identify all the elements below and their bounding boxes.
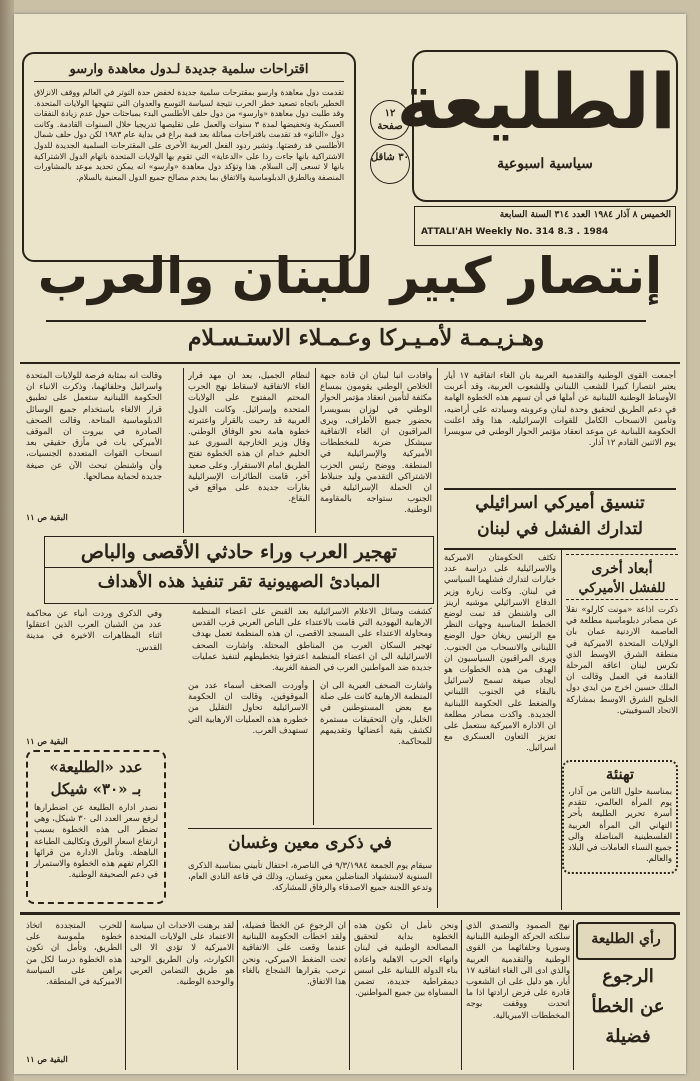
editorial-label-box — [576, 922, 676, 960]
abaad-box — [566, 554, 678, 734]
tansiq-headline-2: لتدارك الفشل في لبنان — [477, 519, 643, 539]
column-rule-3 — [183, 368, 184, 533]
binding-spine — [0, 0, 14, 1081]
col-far-left-continued: البقية ص ١١ — [26, 512, 68, 522]
date-line-arabic: الخميس ٨ آذار ١٩٨٤ العدد ٣١٤ السنة السابعة — [499, 210, 671, 220]
price-badge-text: ٣٠ شاقل — [370, 152, 409, 163]
main-subheadline: وهـزيـمـة لأمـيـركا وعـمـلاء الاستـسـلام — [187, 325, 545, 351]
date-line-english: ATTALI'AH Weekly No. 314 8.3 . 1984 — [421, 227, 609, 237]
date-bar — [414, 206, 676, 246]
editorial-col-4: لقد برهنت الاحداث ان سياسة الاعتماد على الولايات المتحدة الاميركية لا تؤدي الا الى الكوارث، وان الطريق الوحيد هو طريق التضامن العربي والوحدة الوطنية. — [130, 920, 234, 987]
tahjir-body-2: واشارت الصحف العبرية الى ان المنظمة الارهابية كانت على صلة مع بعض المستوطنين في الخليل، وان التحقيقات مستمرة لكشف بقية أعضائها وتقديمهم للمحاكمة. — [320, 680, 432, 747]
tansiq-headline-1: تنسيق أميركي اسرائيلي — [475, 493, 645, 513]
promo-box — [26, 750, 166, 904]
editorial-col-2: ونحن نأمل ان تكون هذه الخطوة بداية لتحقيق المصالحة الوطنية في لبنان وانهاء الحرب الاهلية واعادة بناء الدولة اللبنانية على اسس ديمقراطية جديدة، تضمن المساواة بين جميع المواطنين. — [354, 920, 458, 998]
warsaw-body: تقدمت دول معاهدة وارسو بمقترحات سلمية جديدة لخفض حدة التوتر في العالم ووقف الانزلاق الخطير باتجاه تصعيد خطر الحرب نتيجة لسياسة التوسع والعدوان التي تنتهجها الولايات المتحدة. وقد طلبت دول معاهدة «وارسو» من دول حلف الأطلسي البدء بمباحثات حول عدم زيادة النفقات العسكرية وتخفيضها لمدة ٣ سنوات والعمل على تقليصها تدريجيا خلال السنوات القادمة. وكانت دول «الناتو» قد تقدمت باقتراحات مماثلة بعد قمة براغ في بداية عام ١٩٨٣ لكن دول حلف شمال الأطلسي قد رفضتها. وتشير ردود الفعل العربية الأخرى على المقترحات السلمية الجديدة للدول الاشتراكية بانها جاءت ردا على «الدعاية» التي تقوم بها الولايات المتحدة باتهام الدول الاشتراكية بانها لا تسعى إلى السلام. هذا وتؤكد دول معاهدة «وارسو» انه يمكن تحديد موعد بالمشاورات المنصفة وبالطرق الدبلوماسية والاتفاق بما يخدم مصالح جميع الدول المعنية بالسلام. — [34, 88, 344, 182]
lead-article-body: أجمعت القوى الوطنية والتقدمية العربية بان الغاء اتفاقية ١٧ أيار يعتبر انتصارا كبيرا للشعب اللبناني وللشعوب العربية، وقد أعربت الأوساط الوطنية اللبنانية عن أملها في أن تسهم هذه الخطوة الهامة في دعم الطريق لتحقيق وحدة لبنان وعروبته وسيادته على أراضيه، وتأمين الانسحاب الكامل للقوات الإسرائيلية. هذا وقد اعلنت الحكومة اللبنانية عن موعد انعقاد مؤتمر الحوار الوطني في سويسرا يوم الاثنين القادم ١٢ آذار. — [444, 370, 676, 448]
promo-body: نصدر ادارة الطليعة عن اضطرارها لرفع سعر العدد الى ٣٠ شيكل، وهي تضطر الى هذه الخطوة بسبب ارتفاع اسعار الورق وتكاليف الطباعة الباهظة. وتأمل الادارة من قرائها الكرام تفهم هذه الخطوة والاستمرار في دعم الصحيفة الوطنية. — [34, 802, 158, 880]
editorial-rule-3 — [349, 920, 350, 1070]
editorial-rule-1 — [573, 920, 574, 1070]
promo-line-2: بـ «٣٠» شيكل — [50, 780, 142, 798]
warsaw-headline: اقتراحات سلمية جديدة لـدول معاهدة وارسو — [34, 62, 344, 82]
tahnia-body: بمناسبة حلول الثامن من آذار، يوم المرأة العالمي، تتقدم أسرة تحرير الطليعة بأحر التهاني الى المرأة العربية الفلسطينية المناضلة والى جميع النساء العاملات في البلاد والعالم. — [568, 786, 672, 864]
editorial-col-5: للحرب المتجددة اتخاذ خطوة ملموسة على الطريق، وتأمل ان تكون هذه الخطوة درسا لكل من يراهن على السياسة الاميركية في المنطقة. — [26, 920, 122, 987]
tahjir-column-rule — [313, 680, 314, 825]
tahnia-box — [562, 760, 678, 874]
memorial-headline: في ذكرى معين وغسان — [228, 833, 392, 853]
pages-badge-text: ١٢ صفحة — [377, 108, 403, 132]
tahjir-body-1: كشفت وسائل الاعلام الاسرائيلية بعد القبض على اعضاء المنظمة الارهابية اليهودية التي قامت بالاعتداء على الباص العربي قرب القدس ومحاولة الاعتداء على المسجد الاقصى، ان هذه المنظمة تعمل بهدف تهجير السكان العرب من المناطق المحتلة. واشارت الصحف الاسرائيلية الى ان اعضاء المنظمة اعترفوا بتخطيطهم لتنفيذ عمليات جديدة ضد المواطنين العرب في الضفة الغربية. — [192, 606, 432, 673]
editorial-title-3: فضيلة — [605, 1026, 651, 1047]
tahjir-headline-box — [44, 536, 434, 604]
editorial-rule-4 — [237, 920, 238, 1070]
memorial-top-rule — [188, 828, 432, 829]
newspaper-page — [14, 14, 686, 1074]
tahjir-headline-1: تهجير العرب وراء حادثي الأقصى والباص — [80, 541, 398, 563]
main-headline: إنتصار كبير للبنان والعرب — [37, 247, 663, 305]
column-rule-1 — [437, 368, 438, 908]
abaad-body: ذكرت اذاعة «مونت كارلو» نقلا عن مصادر دبلوماسية مطلعة في العاصمة الاردنية عمان بان الولايات المتحدة الاميركية في منطقة الشرق الاوسط الذي تكرس لبنان اعاقة المرحلة القادمة في العمل وقالت ان الملك حسين اخرج من ايدي دول الخليج الشرق الاوسط بمشاركة الاتحاد السوفييتي. — [566, 604, 678, 715]
editorial-col-1: نهج الصمود والتصدي الذي سلكته الحركة الوطنية اللبنانية وسوريا وحلفائهما من القوى الوطنية والتقدمية العربية والذي ادى الى الغاء اتفاقية ١٧ أيار، هو دليل على ان الشعوب قادرة على فرض ارادتها اذا ما اتحدت ووقفت بوجه المخططات الامبريالية. — [466, 920, 570, 1020]
column-rule-2 — [315, 368, 316, 533]
editorial-label: رأي الطليعة — [591, 931, 661, 947]
editorial-col-3: ان الرجوع عن الخطأ فضيلة، ولقد اخطأت الحكومة اللبنانية عندما وقعت على الاتفاقية تحت الضغط الاميركي، ونحن نرحب بقرارها الشجاع بالغاء هذا الاتفاق. — [242, 920, 346, 987]
warsaw-box — [22, 52, 356, 262]
tahnia-headline: تهنئة — [605, 765, 635, 783]
col-left-body: لنظام الجميل، بعد ان مهد قرار الغاء الاتفاقية لاسقاط نهج الحرب المحتم المفتوح على الولايات المتحدة وإسرائيل. وكانت الدول العربية قد رحبت بالقرار واعتبرته خطوة هامة نحو الوفاق الوطني. وقال وزير الخارجية السوري عبد الحليم خدام ان هذه الخطوة تفتح الطريق امام الاستقرار. وعلى صعيد آخر، قامت الطائرات الإسرائيلية بغارات جديدة على مواقع في البقاع. — [188, 370, 310, 504]
editorial-rule-5 — [125, 920, 126, 1070]
editorial-rule-2 — [461, 920, 462, 1070]
tahjir-body-4: وفي الذكرى وردت أنباء عن محاكمة عدد من الشبان العرب الذين اعتقلوا اثناء المظاهرات الاخيرة في مدينة القدس. — [26, 608, 162, 652]
tahjir-body-3: وأوردت الصحف أسماء عدد من الموقوفين، وقالت ان الحكومة الاسرائيلية تحاول التقليل من خطورة هذه العمليات الارهابية التي تستهدف العرب. — [188, 680, 308, 735]
editorial-top-rule — [20, 912, 680, 915]
col-mid-body: وافادت انبا لبنان ان قادة جبهة الخلاص الوطني يقومون بمساع مكثفة لتأمين انعقاد مؤتمر الحوار الوطني في لوزان بسويسرا بحضور جميع الأطراف، ويرى المراقبون ان الغاء الاتفاقية سيشكل ضربة للمخططات الأميركية والإسرائيلية في المنطقة. ووضح رئيس الحزب الاشتراكي التقدمي وليد جنبلاط ان الحملة الإسرائيلية في الجنوب ستواجه بالمقاومة الوطنية. — [320, 370, 432, 515]
price-badge — [370, 144, 410, 184]
masthead-subtitle: سياسية اسبوعية — [497, 156, 593, 172]
memorial-body: سيقام يوم الجمعة ٩/٣/١٩٨٤ في الناصرة، احتفال تأبيني بمناسبة الذكرى السنوية لاستشهاد المناضلين معين وغسان، وذلك في قاعة النادي العام، وتدعو اللجنة جميع الاصدقاء والرفاق للمشاركة. — [188, 860, 432, 893]
editorial-title-1: الرجوع — [602, 966, 654, 987]
abaad-headline-1: أبعاد أخرى — [566, 554, 678, 579]
pages-badge — [370, 100, 410, 140]
subheadline-rule — [20, 362, 680, 364]
tahjir-headline-2: المبادئ الصهيونية تقر تنفيذ هذه الأهداف — [45, 567, 433, 596]
masthead-title: الطليعة — [396, 57, 676, 146]
tahjir-continued: البقية ص ١١ — [26, 736, 68, 746]
promo-line-1: عدد «الطليعة» — [49, 758, 143, 776]
col-far-left-body: وقالت انه بمثابة فرصة للولايات المتحدة واسرائيل وحلفائهما، وذكرت الانباء ان الحكومة اللبنانية ستعمل على تطبيق قرار الالغاء باستخدام جميع الوسائل الدبلوماسية المتاحة. وقالت الصحف الصادرة في بيروت ان الموقف الأميركي بات في مأزق حقيقي بعد انسحاب القوات المتعددة الجنسيات، وأن واشنطن تبحث الآن عن صيغة جديدة لحماية مصالحها. — [26, 370, 162, 481]
masthead-box — [396, 50, 678, 202]
editorial-continued: البقية ص ١١ — [26, 1054, 68, 1064]
tansiq-body: تكثف الحكومتان الاميركية والاسرائيلية على دراسة عدد خيارات لتدارك فشلهما السياسي في لبنان. وكانت زيارة وزير الدفاع الاسرائيلي موشيه ارينز الى واشنطن قد تمت لوضع الخطط المناسبة وجهات النظر مع الرئيس ريغان حول الوضع اللبناني والانسحاب من الجنوب. ويرى المراقبون السياسيون ان الهدف من هذه الخطوات هو ايجاد صيغة تسمح لاسرائيل بالبقاء في الجنوب اللبناني والضغط على الحكومة اللبنانية الجديدة. واكدت مصادر مطلعة ان الادارة الاميركية ستعمل على تعزيز التعاون العسكري مع اسرائيل. — [444, 552, 556, 753]
editorial-title-2: عن الخطأ — [591, 996, 665, 1017]
tansiq-headline-box — [444, 488, 676, 550]
abaad-headline-2: للفشل الأميركي — [566, 579, 678, 600]
